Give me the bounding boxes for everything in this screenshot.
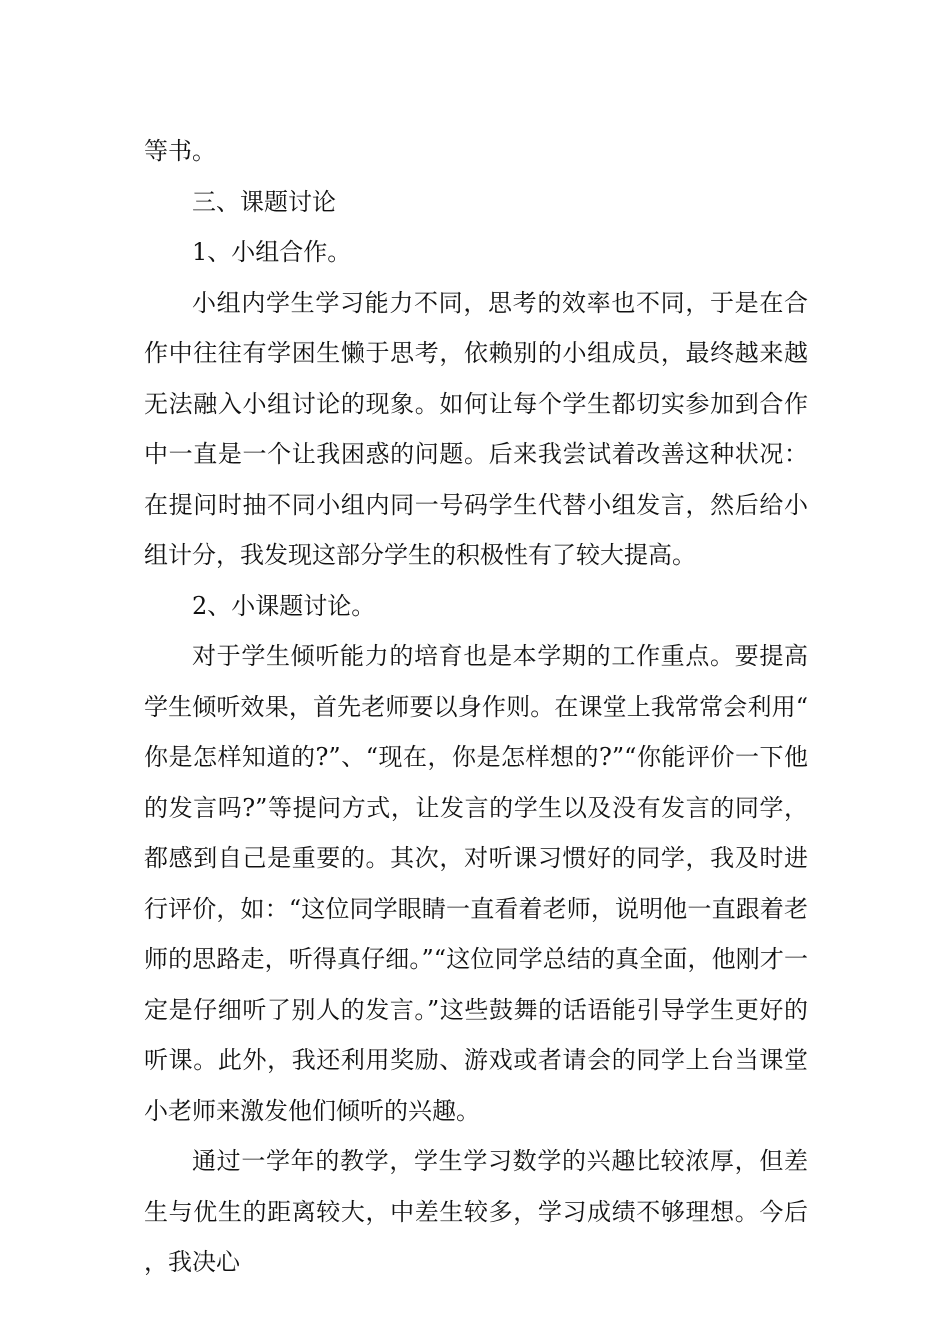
subheading-group-cooperation: 1、小组合作。 <box>192 238 352 266</box>
subheading-small-topic-discussion: 2、小课题讨论。 <box>192 591 376 620</box>
section-heading-topic-discussion: 三、课题讨论 <box>192 187 336 216</box>
paragraph-continuation: 等书。 <box>144 137 216 165</box>
paragraph-year-summary: 通过一学年的教学，学生学习数学的兴趣比较浓厚，但差生与优生的距离较大，中差生较多，学习成绩不够理想。今后，我决心 <box>144 1147 808 1276</box>
paragraph-group-cooperation: 小组内学生学习能力不同，思考的效率也不同，于是在合作中往往有学困生懒于思考，依赖别的小组成员，最终越来越无法融入小组讨论的现象。如何让每个学生都切实参加到合作中一直是一个让我困惑的问题。后来我尝试着改善这种状况：在提问时抽不同小组内同一号码学生代替小组发言，然后给小组计分，我发现这部分学生的积极性有了较大提高。 <box>144 288 808 569</box>
paragraph-listening-ability: 对于学生倾听能力的培育也是本学期的工作重点。要提高学生倾听效果，首先老师要以身作则。在课堂上我常常会利用“你是怎样知道的?”、“现在，你是怎样想的?”“你能评价一下他的发言吗?”等提问方式，让发言的学生以及没有发言的同学，都感到自己是重要的。其次，对听课习惯好的同学，我及时进行评价，如：“这位同学眼睛一直看着老师，说明他一直跟着老师的思路走，听得真仔细。”“这位同学总结的真全面，他刚才一定是仔细听了别人的发言。”这些鼓舞的话语能引导学生更好的听课。此外，我还利用奖励、游戏或者请会的同学上台当课堂小老师来激发他们倾听的兴趣。 <box>144 642 808 1125</box>
document-body <box>144 126 808 1288</box>
